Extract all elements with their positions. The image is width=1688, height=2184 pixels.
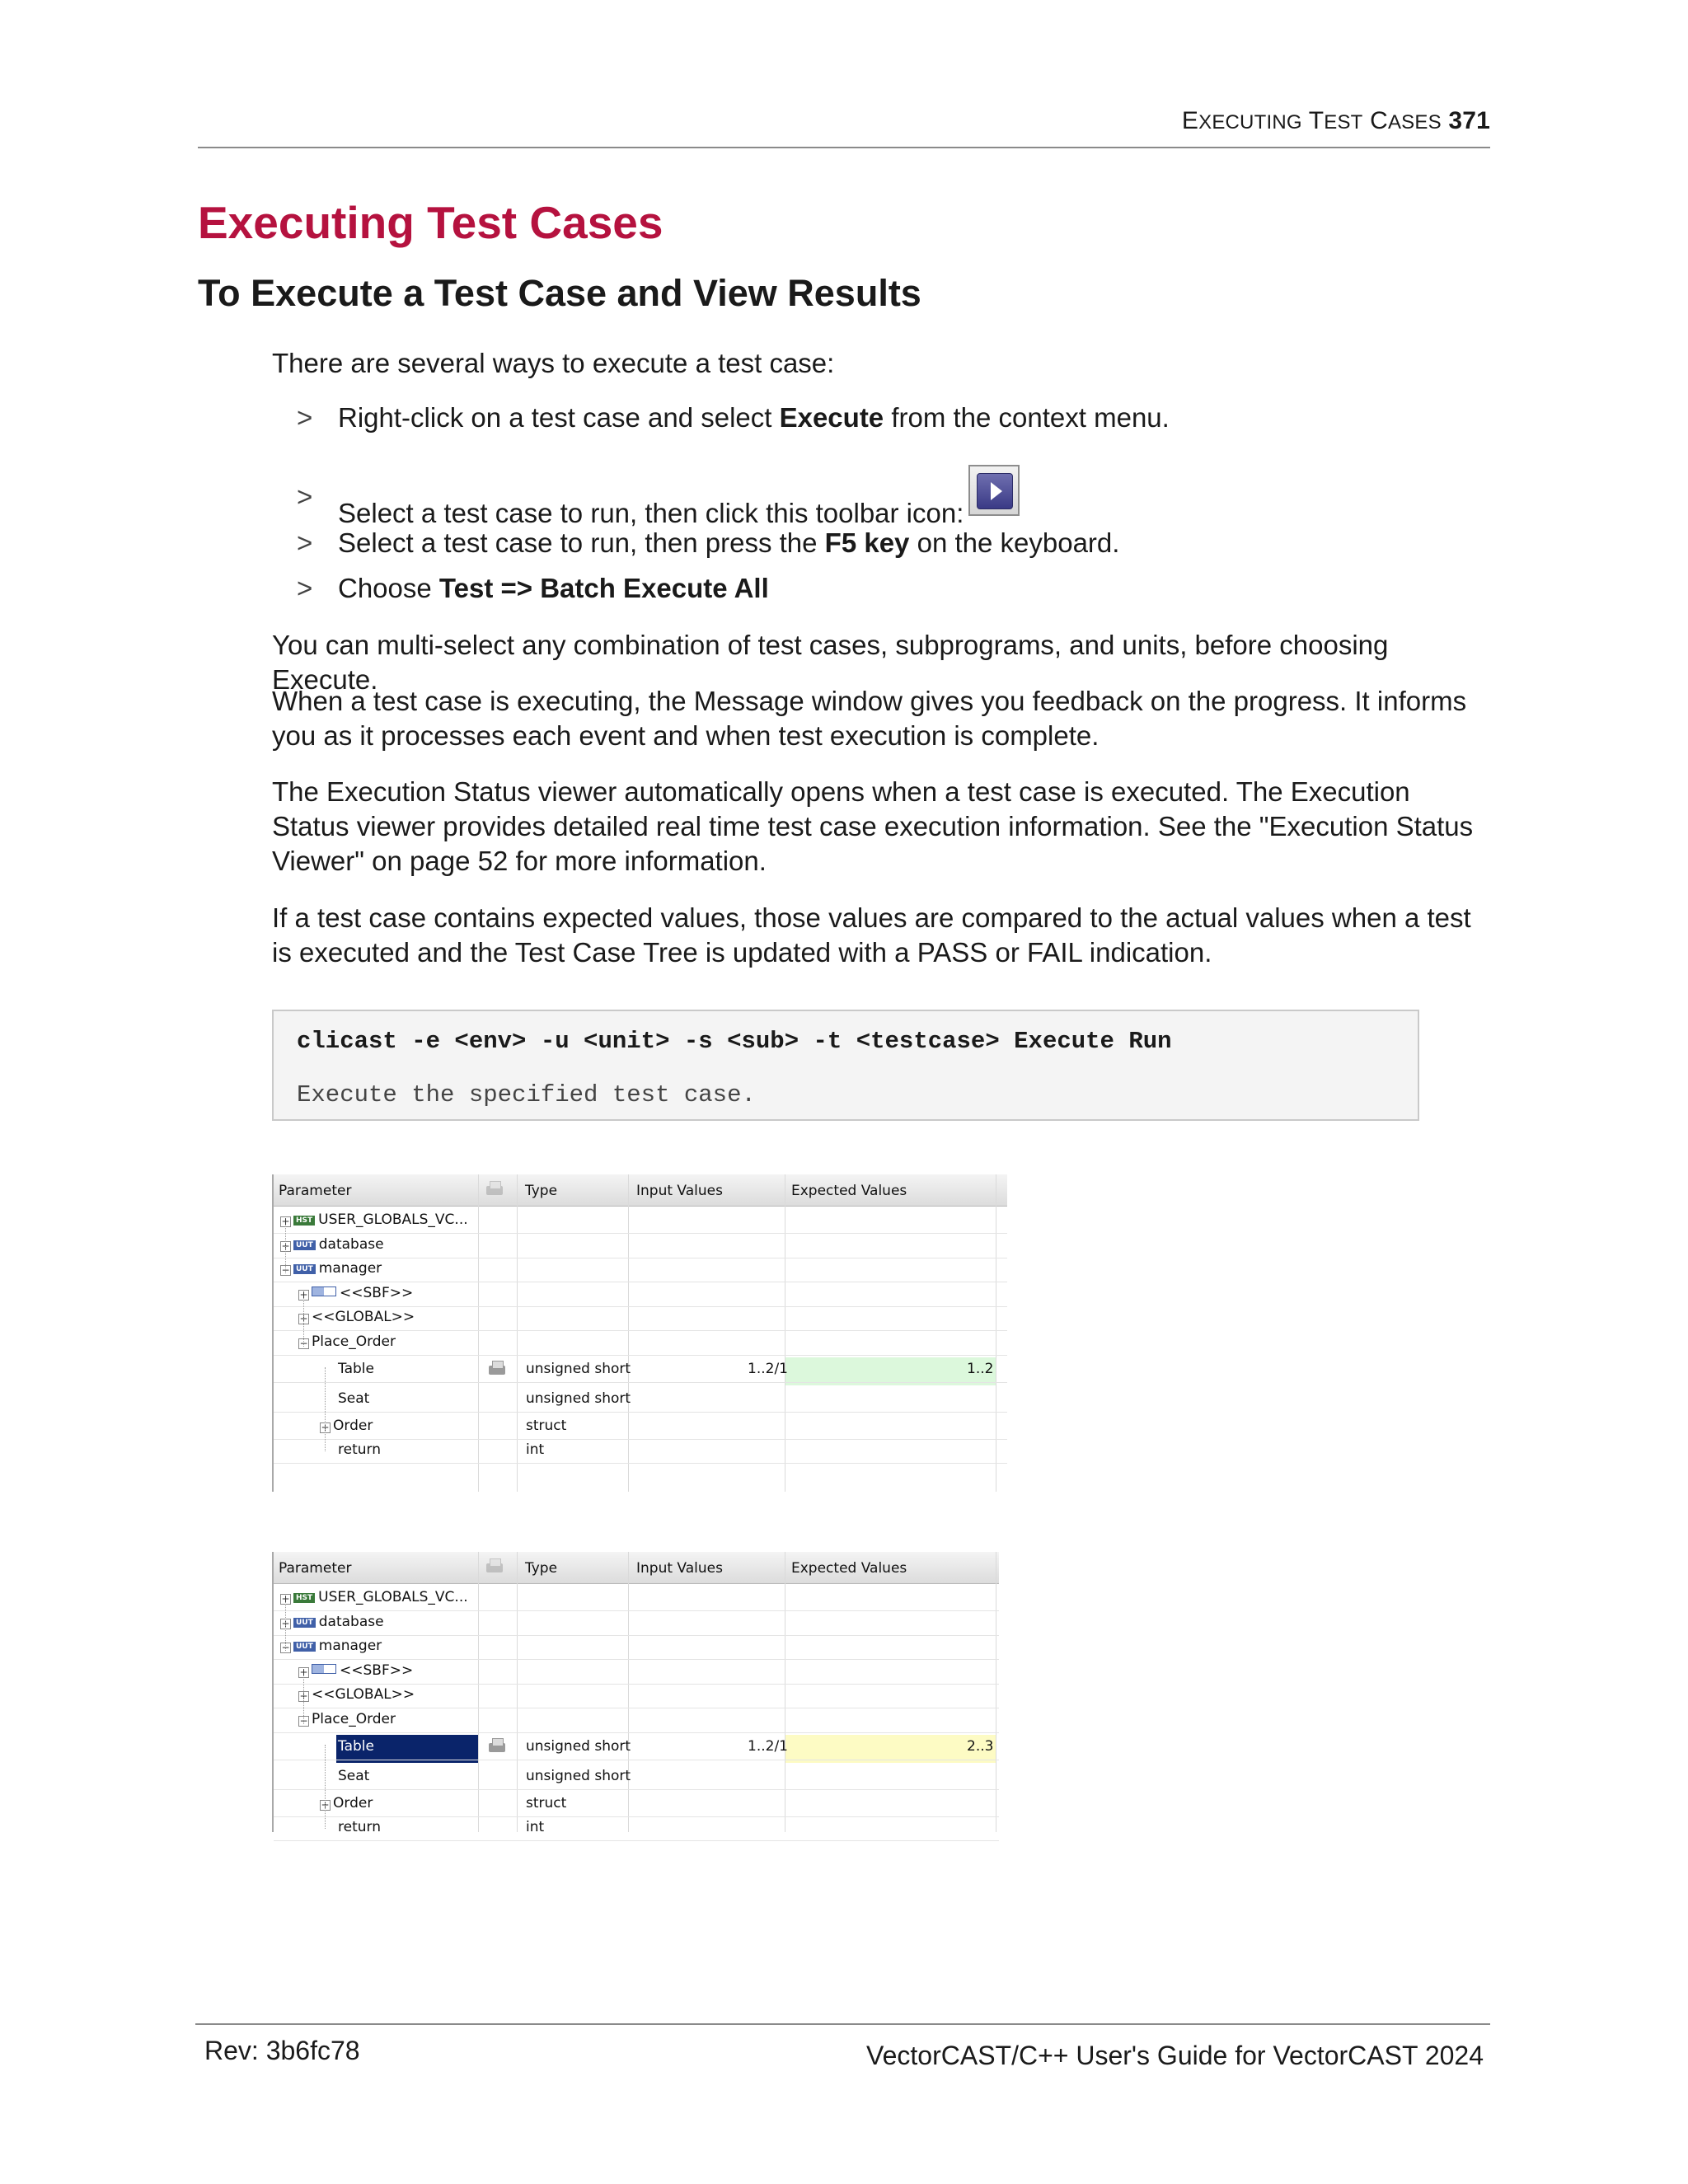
paragraph: The Execution Status viewer automatically opens when a test case is executed. The Execution Status viewer provides detailed real time test case execution information. See the "Execution Status Viewer" on page 52 for more information.: [272, 776, 1474, 876]
collapse-icon[interactable]: −: [281, 1642, 290, 1653]
tree-item-database[interactable]: database: [318, 1236, 384, 1253]
bullet-text: [338, 571, 769, 606]
tree-item-return[interactable]: return: [338, 1441, 381, 1458]
expected-value-cell[interactable]: 2..3: [967, 1738, 994, 1755]
grid-row-divider: [274, 1233, 1007, 1234]
tree-item-place-order[interactable]: Place_Order: [312, 1333, 396, 1350]
tree-item-manager[interactable]: manager: [318, 1638, 382, 1654]
section-heading: To Execute a Test Case and View Results: [198, 272, 921, 314]
type-cell: unsigned short: [526, 1361, 631, 1377]
bullet-text-part: Select a test case to run, then click this toolbar icon:: [338, 498, 964, 528]
revision-label: Rev: 3b6fc78: [204, 2036, 360, 2065]
print-icon[interactable]: [486, 1359, 508, 1377]
expand-icon[interactable]: +: [281, 1216, 290, 1227]
tree-item-global[interactable]: <<GLOBAL>>: [312, 1686, 415, 1703]
tree-item-seat[interactable]: Seat: [338, 1390, 370, 1407]
parameter-grid-screenshot: [272, 1174, 1007, 1492]
grid-row: [320, 1795, 373, 1811]
tree-item-user-globals[interactable]: USER_GLOBALS_VC...: [318, 1212, 468, 1228]
tree-connector: [325, 1367, 326, 1451]
grid-row: [338, 1441, 381, 1458]
header-parameter: Parameter: [279, 1183, 352, 1199]
running-head-rest: EST: [1324, 111, 1363, 134]
tree-connector: [303, 1675, 305, 1724]
bullet-marker: >: [297, 402, 313, 433]
grid-row: [298, 1333, 396, 1350]
tree-item-place-order[interactable]: Place_Order: [312, 1711, 396, 1727]
expand-icon[interactable]: +: [299, 1289, 308, 1301]
paragraph: You can multi-select any combination of test cases, subprograms, and units, before choosing Execute.: [272, 630, 1389, 695]
grid-row-divider: [274, 1840, 999, 1841]
grid-row-divider: [274, 1330, 1007, 1331]
header-input-values: Input Values: [636, 1183, 723, 1199]
expected-value-cell[interactable]: 1..2: [967, 1361, 994, 1377]
grid-row: [298, 1711, 396, 1727]
expand-icon[interactable]: +: [281, 1593, 290, 1605]
expand-icon[interactable]: +: [299, 1313, 308, 1324]
input-value-cell[interactable]: 1..2/1: [748, 1361, 788, 1377]
grid-row: [280, 1212, 468, 1228]
uut-badge-icon: UUT: [293, 1642, 316, 1652]
tree-item-table[interactable]: Table: [338, 1361, 374, 1377]
tree-item-sbf[interactable]: <<SBF>>: [340, 1662, 414, 1679]
grid-row-divider: [274, 1306, 1007, 1307]
bullet-text-part: on the keyboard.: [909, 527, 1120, 558]
expand-icon[interactable]: +: [321, 1799, 330, 1811]
input-value-cell[interactable]: 1..2/1: [748, 1738, 788, 1755]
header-parameter: Parameter: [279, 1560, 352, 1577]
grid-row: [280, 1260, 382, 1277]
grid-row-divider: [274, 1659, 999, 1660]
tree-item-table[interactable]: Table: [338, 1738, 374, 1755]
print-icon: [484, 1179, 505, 1197]
grid-column-divider: [628, 1552, 629, 1832]
grid-row-divider: [274, 1463, 1007, 1464]
sbf-icon: [312, 1286, 336, 1296]
running-head-rest: ASES: [1387, 111, 1442, 134]
bullet-text-part: from the context menu.: [884, 402, 1170, 433]
tree-item-sbf[interactable]: <<SBF>>: [340, 1285, 414, 1301]
sbf-icon: [312, 1664, 336, 1674]
paragraph: When a test case is executing, the Message window gives you feedback on the progress. It informs you as it processes each event and when test execution is complete.: [272, 686, 1467, 751]
type-cell: unsigned short: [526, 1738, 631, 1755]
grid-row-divider: [274, 1412, 1007, 1413]
bullet-text-part: Select a test case to run, then press the: [338, 527, 825, 558]
running-head: [1182, 107, 1490, 135]
tree-item-seat[interactable]: Seat: [338, 1768, 370, 1784]
grid-row: [298, 1662, 413, 1679]
bullet-marker: >: [297, 527, 313, 558]
bullet-text: [338, 401, 1170, 435]
tree-item-order[interactable]: Order: [333, 1795, 373, 1811]
grid-row: [280, 1236, 384, 1253]
header-rule: [198, 147, 1490, 148]
bullet-text: [338, 480, 1020, 531]
type-cell: struct: [526, 1418, 567, 1434]
bullet-bold: Test => Batch Execute All: [438, 573, 769, 603]
expand-icon[interactable]: +: [321, 1422, 330, 1433]
type-cell: int: [526, 1819, 545, 1835]
tree-connector: [285, 1602, 287, 1651]
parameter-grid-screenshot: [272, 1552, 999, 1835]
print-icon: [484, 1557, 505, 1575]
tree-connector: [303, 1298, 305, 1347]
expand-icon[interactable]: +: [281, 1240, 290, 1252]
grid-column-divider: [478, 1552, 479, 1832]
code-example-box: [272, 1010, 1419, 1121]
uut-badge-icon: UUT: [293, 1618, 316, 1628]
grid-row: [280, 1638, 382, 1654]
grid-row-divider: [274, 1816, 999, 1817]
tree-item-database[interactable]: database: [318, 1614, 384, 1630]
print-icon[interactable]: [486, 1736, 508, 1755]
page-title: Executing Test Cases: [198, 197, 663, 248]
page-number: 371: [1448, 107, 1490, 134]
type-cell: struct: [526, 1795, 567, 1811]
header-type: Type: [525, 1560, 558, 1577]
grid-row-divider: [274, 1789, 999, 1790]
grid-column-divider: [628, 1174, 629, 1492]
running-head-cap: E: [1181, 107, 1199, 134]
expected-value-highlight: [785, 1735, 996, 1763]
grid-row-divider: [274, 1635, 999, 1636]
running-head-cap: T: [1308, 107, 1325, 134]
intro-paragraph: There are several ways to execute a test case:: [272, 348, 835, 378]
expand-icon[interactable]: +: [281, 1618, 290, 1629]
grid-row: [298, 1686, 415, 1703]
grid-column-divider: [517, 1552, 518, 1832]
grid-row-divider: [274, 1684, 999, 1685]
tree-item-user-globals[interactable]: USER_GLOBALS_VC...: [318, 1589, 468, 1605]
header-input-values: Input Values: [636, 1560, 723, 1577]
collapse-icon[interactable]: −: [299, 1338, 308, 1349]
type-cell: unsigned short: [526, 1768, 631, 1784]
bullet-text-part: Right-click on a test case and select: [338, 402, 780, 433]
tree-item-global[interactable]: <<GLOBAL>>: [312, 1309, 415, 1325]
hst-badge-icon: HST: [293, 1216, 315, 1226]
grid-row: [320, 1418, 373, 1434]
grid-row-divider: [274, 1610, 999, 1611]
expected-value-highlight: [785, 1357, 996, 1385]
grid-row-divider: [274, 1355, 1007, 1356]
type-cell: int: [526, 1441, 545, 1458]
grid-row-divider: [274, 1382, 1007, 1383]
grid-column-divider: [478, 1174, 479, 1492]
bullet-marker: >: [297, 573, 313, 603]
grid-row-divider: [274, 1439, 1007, 1440]
bullet-bold: Execute: [779, 402, 884, 433]
uut-badge-icon: UUT: [293, 1240, 316, 1250]
grid-row: [338, 1390, 369, 1407]
expand-icon[interactable]: +: [299, 1666, 308, 1678]
expand-icon[interactable]: +: [299, 1690, 308, 1702]
header-type: Type: [525, 1183, 558, 1199]
grid-row: [338, 1361, 374, 1377]
tree-connector: [325, 1745, 326, 1829]
grid-row-divider: [274, 1732, 999, 1733]
collapse-icon[interactable]: −: [281, 1264, 290, 1276]
tree-item-order[interactable]: Order: [333, 1418, 373, 1434]
grid-row: [338, 1819, 381, 1835]
running-head-cap: C: [1370, 107, 1388, 134]
header-expected-values: Expected Values: [791, 1560, 907, 1577]
hst-badge-icon: HST: [293, 1593, 315, 1603]
grid-column-divider: [517, 1174, 518, 1492]
bullet-text-part: Choose: [338, 573, 439, 603]
paragraph: If a test case contains expected values, those values are compared to the actual values when a test is executed and the Test Case Tree is updated with a PASS or FAIL indication.: [272, 902, 1471, 968]
uut-badge-icon: UUT: [293, 1264, 316, 1274]
footer-rule: [195, 2023, 1490, 2025]
grid-row: [298, 1309, 415, 1325]
execute-run-icon: [968, 465, 1020, 516]
tree-connector: [285, 1225, 287, 1273]
tree-item-return[interactable]: return: [338, 1819, 381, 1835]
guide-title: VectorCAST/C++ User's Guide for VectorCAST 2024: [866, 2041, 1484, 2070]
grid-row: [338, 1768, 369, 1784]
tree-item-manager[interactable]: manager: [318, 1260, 382, 1277]
bullet-text: [338, 526, 1119, 560]
collapse-icon[interactable]: −: [299, 1715, 308, 1727]
grid-row: [280, 1589, 468, 1605]
running-head-rest: XECUTING: [1198, 111, 1302, 134]
header-expected-values: Expected Values: [791, 1183, 907, 1199]
grid-row: [338, 1738, 374, 1755]
type-cell: unsigned short: [526, 1390, 631, 1407]
bullet-bold: F5 key: [824, 527, 910, 558]
code-command: clicast -e <env> -u <unit> -s <sub> -t <testcase> Execute Run: [297, 1028, 1172, 1055]
code-description: Execute the specified test case.: [297, 1081, 756, 1108]
bullet-marker: >: [297, 481, 313, 512]
grid-row: [280, 1614, 384, 1630]
grid-row: [298, 1285, 413, 1301]
